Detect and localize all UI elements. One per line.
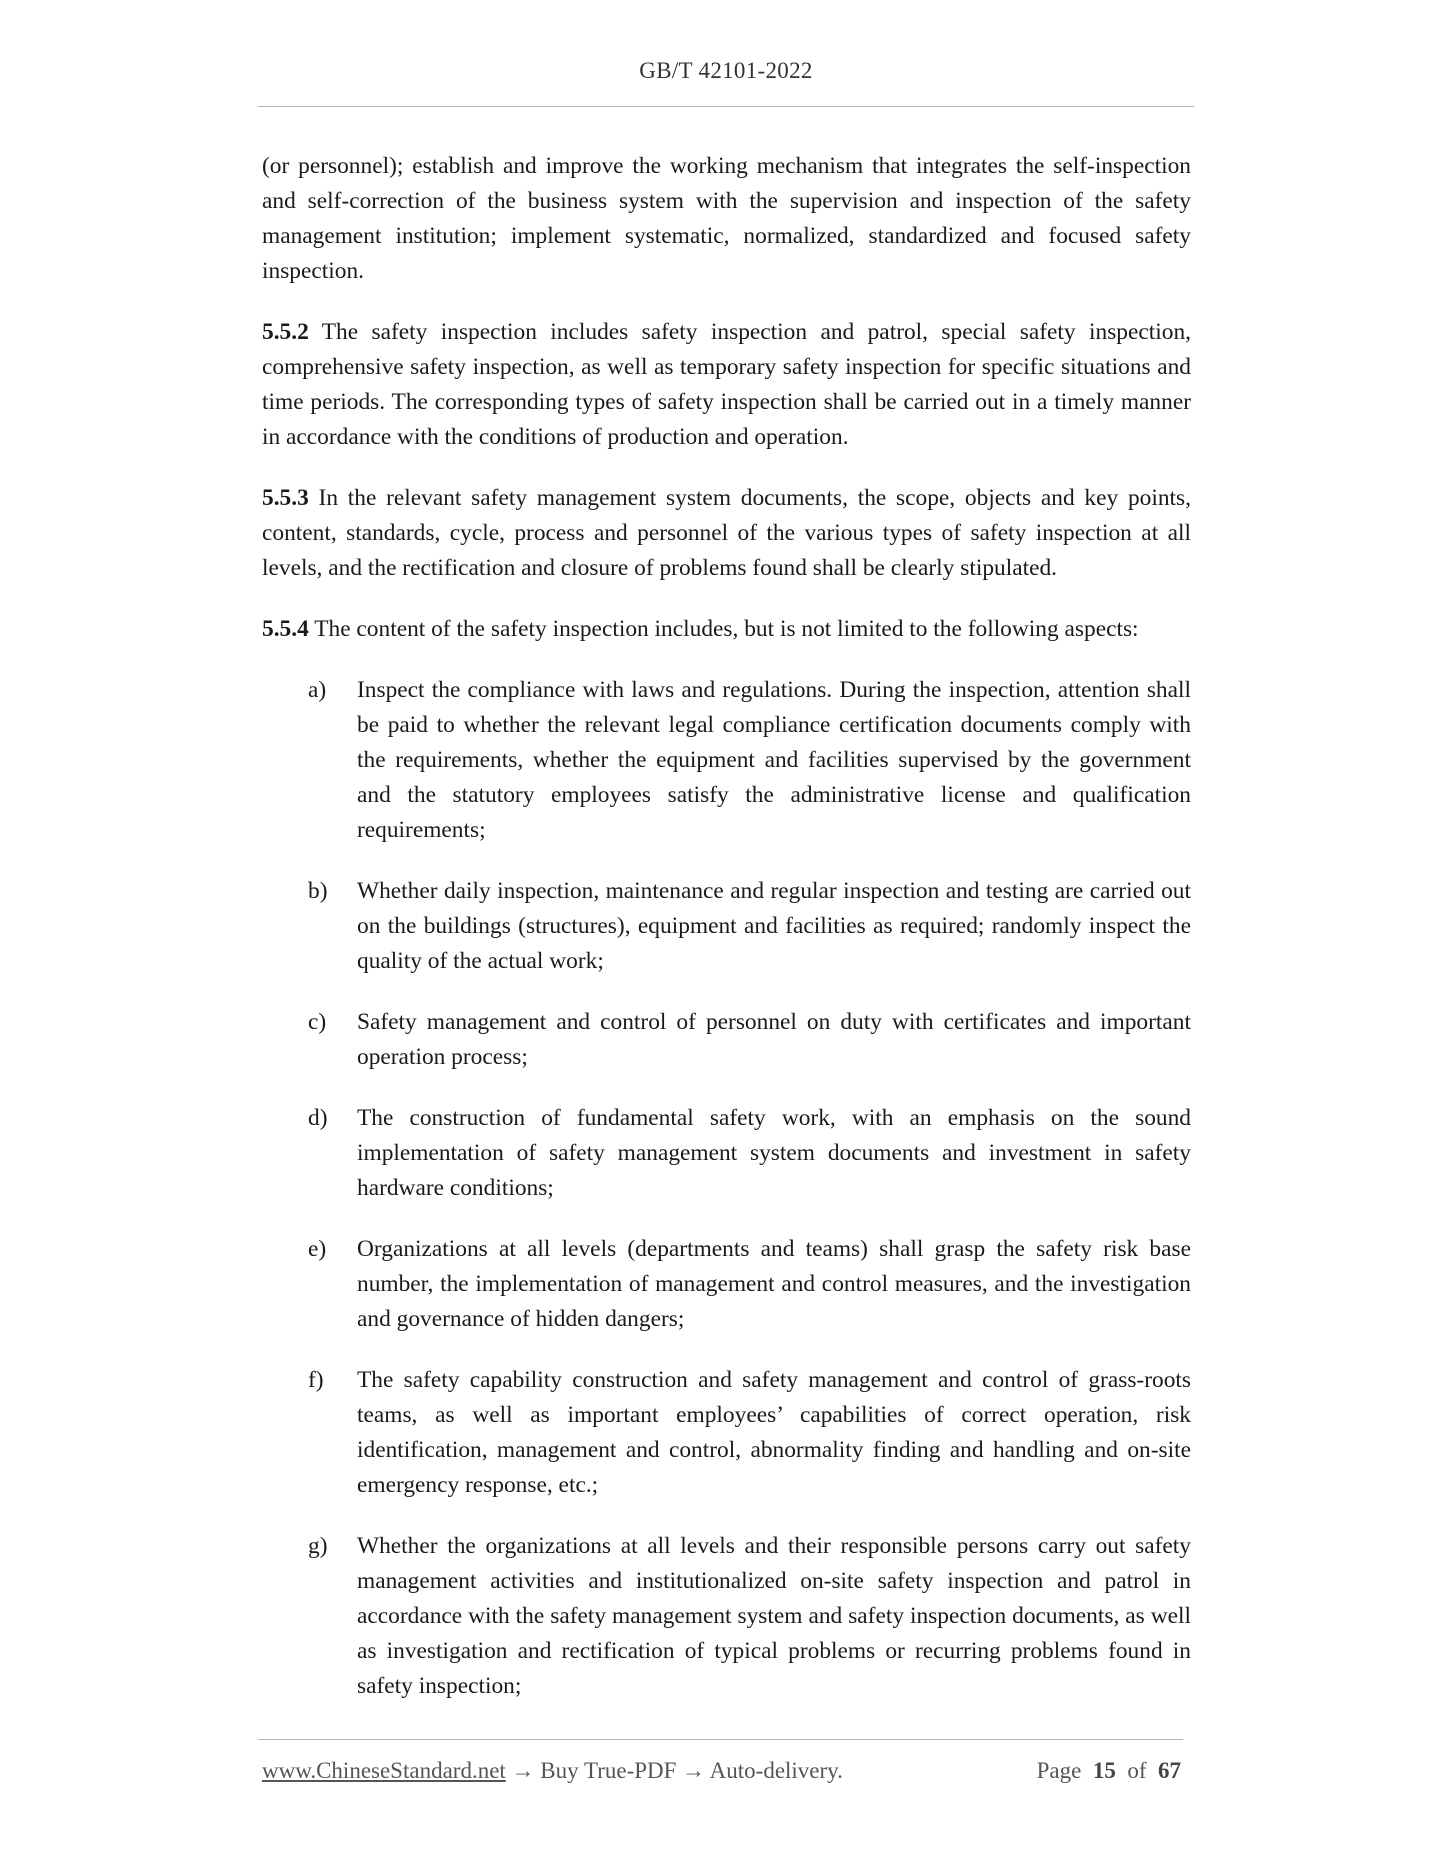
clause-number: 5.5.3: [262, 485, 309, 511]
list-item-text: The safety capability construction and safety management and control of grass-roots teams, as well as important employees’ capabilities of correct operation, risk identification, management and control, abnormality finding and handling and on-site emergency response, etc.;: [357, 1367, 1191, 1498]
page-of: of: [1127, 1758, 1147, 1783]
page-total: 67: [1158, 1758, 1181, 1783]
list-item: [262, 1005, 1191, 1075]
clause-5-5-4: [262, 612, 1191, 647]
list-marker: a): [308, 677, 327, 703]
list-marker: d): [308, 1105, 328, 1131]
inspection-content-list: [262, 673, 1191, 1704]
clause-text: The safety inspection includes safety inspection and patrol, special safety inspection, comprehensive safety inspection, as well as temporary safety inspection for specific situations and time periods. The corresponding types of safety inspection shall be carried out in a timely manner in accordance with the conditions of production and operation.: [262, 319, 1191, 450]
clause-5-5-2: [262, 315, 1191, 455]
continuation-paragraph: (or personnel); establish and improve the working mechanism that integrates the self-inspection and self-correction of the business system with the supervision and inspection of the safety management institution; implement systematic, normalized, standardized and focused safety inspection.: [262, 153, 1191, 284]
list-item-text: The construction of fundamental safety work, with an emphasis on the sound implementation of safety management system documents and investment in safety hardware conditions;: [357, 1105, 1191, 1201]
list-item-text: Organizations at all levels (departments and teams) shall grasp the safety risk base number, the implementation of management and control measures, and the investigation and governance of hidden dangers;: [357, 1236, 1191, 1332]
page-footer: [262, 1758, 1181, 1784]
list-marker: c): [308, 1009, 327, 1035]
document-body: [262, 149, 1191, 1730]
page-label: Page: [1036, 1758, 1082, 1783]
header-divider: [258, 106, 1194, 107]
site-link[interactable]: www.ChineseStandard.net: [262, 1758, 506, 1783]
list-item-text: Inspect the compliance with laws and regulations. During the inspection, attention shall be paid to whether the relevant legal compliance certification documents comply with the requirements, whether the equipment and facilities supervised by the government and the statutory employees satisfy the administrative license and qualification requirements;: [357, 677, 1191, 843]
list-item-text: Whether the organizations at all levels and their responsible persons carry out safety management activities and institutionalized on-site safety inspection and patrol in accordance with the safety management system and safety inspection documents, as well as investigation and rectification of typical problems or recurring problems found in safety inspection;: [357, 1533, 1191, 1699]
list-item-text: Safety management and control of personnel on duty with certificates and important operation process;: [357, 1009, 1191, 1070]
page-header: GB/T 42101-2022: [639, 58, 813, 83]
clause-text: In the relevant safety management system documents, the scope, objects and key points, content, standards, cycle, process and personnel of the various types of safety inspection at all levels, and the rectification and closure of problems found shall be clearly stipulated.: [262, 485, 1191, 581]
clause-number: 5.5.2: [262, 319, 309, 345]
list-item: [262, 1529, 1191, 1704]
list-item-text: Whether daily inspection, maintenance and regular inspection and testing are carried out on the buildings (structures), equipment and facilities as required; randomly inspect the quality of the actual work;: [357, 878, 1191, 974]
footer-divider: [258, 1739, 1183, 1740]
list-marker: g): [308, 1533, 328, 1559]
clause-5-5-3: [262, 481, 1191, 586]
list-marker: e): [308, 1236, 327, 1262]
list-marker: b): [308, 878, 328, 904]
list-item: [262, 874, 1191, 979]
list-item: [262, 673, 1191, 848]
list-marker: f): [308, 1367, 324, 1393]
page-number: [1037, 1758, 1181, 1784]
list-item: [262, 1232, 1191, 1337]
page-current: 15: [1092, 1758, 1116, 1783]
clause-number: 5.5.4: [262, 616, 309, 642]
list-item: [262, 1363, 1191, 1503]
clause-text: The content of the safety inspection includes, but is not limited to the following aspects:: [308, 616, 1139, 642]
footer-promo: [262, 1758, 843, 1784]
list-item: [262, 1101, 1191, 1206]
footer-promo-text: → Buy True-PDF → Auto-delivery.: [505, 1758, 843, 1783]
